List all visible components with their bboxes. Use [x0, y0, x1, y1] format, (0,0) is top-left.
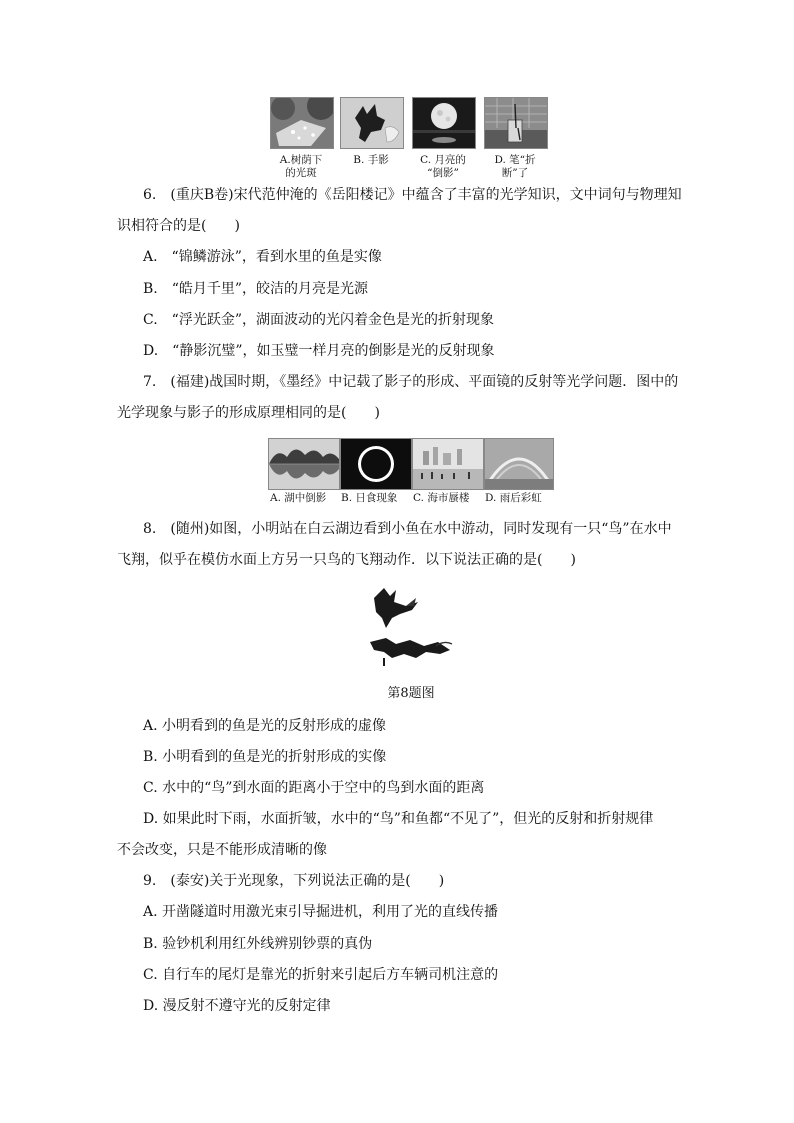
q6-stem-line1: 6. (重庆B卷)宋代范仲淹的《岳阳楼记》中蕴含了丰富的光学知识，文中词句与物理知 [143, 187, 682, 203]
q9-stem: 9. (泰安)关于光现象，下列说法正确的是( ) [143, 873, 445, 889]
q7-caption-c: C. 海市蜃楼 [413, 492, 470, 504]
q8-figure-caption: 第8题图 [387, 686, 435, 701]
bird-reflection-drawing [370, 638, 452, 666]
q9-option-d[interactable]: D. 漫反射不遵守光的反射定律 [143, 998, 331, 1014]
q8-option-d-line2: 不会改变，只是不能形成清晰的像 [117, 842, 327, 858]
q8-option-b[interactable]: B. 小明看到的鱼是光的折射形成的实像 [143, 749, 387, 765]
caption-d: D. 笔“折 断”了 [494, 154, 536, 179]
tree-shade-photo [270, 97, 334, 149]
rainbow-photo [484, 438, 554, 490]
caption-c: C. 月亮的 “倒影” [420, 154, 466, 179]
caption-b: B. 手影 [353, 154, 389, 166]
q9-option-b[interactable]: B. 验钞机利用红外线辨别钞票的真伪 [143, 936, 373, 952]
q7-stem-line2: 光学现象与影子的形成原理相同的是( ) [117, 405, 380, 421]
q8-option-d[interactable]: D. 如果此时下雨，水面折皱，水中的“鸟”和鱼都“不见了”，但光的反射和折射规律 [143, 811, 654, 827]
q7-caption-d: D. 雨后彩虹 [485, 492, 542, 504]
q7-caption-b: B. 日食现象 [341, 492, 398, 504]
q6-option-d[interactable]: D. “静影沉璧”，如玉璧一样月亮的倒影是光的反射现象 [143, 343, 495, 359]
q8-stem-line2: 飞翔，似乎在模仿水面上方另一只鸟的飞翔动作．以下说法正确的是( ) [117, 552, 576, 568]
lake-reflection-photo [268, 438, 340, 490]
moon-reflection-photo [412, 97, 476, 149]
q8-option-c[interactable]: C. 水中的“鸟”到水面的距离小于空中的鸟到水面的距离 [143, 780, 485, 796]
q8-option-a[interactable]: A. 小明看到的鱼是光的反射形成的虚像 [143, 718, 387, 734]
q8-stem-line1: 8. (随州)如图，小明站在白云湖边看到小鱼在水中游动，同时发现有一只“鸟”在水中 [143, 521, 672, 537]
hand-shadow-photo [340, 97, 404, 149]
q6-stem-line2: 识相符合的是( ) [117, 218, 240, 234]
q9-option-a[interactable]: A. 开凿隧道时用激光束引导掘进机，利用了光的直线传播 [143, 904, 499, 920]
q7-caption-a: A. 湖中倒影 [270, 492, 327, 504]
q9-option-c[interactable]: C. 自行车的尾灯是靠光的折射来引起后方车辆司机注意的 [143, 967, 499, 983]
q6-option-a[interactable]: A. “锦鳞游泳”，看到水里的鱼是实像 [143, 249, 382, 265]
caption-a: A.树荫下 的光斑 [279, 154, 323, 179]
q6-option-c[interactable]: C. “浮光跃金”，湖面波动的光闪着金色是光的折射现象 [143, 312, 494, 328]
solar-eclipse-photo [340, 438, 412, 490]
pen-in-glass-photo [484, 97, 548, 149]
mirage-photo [412, 438, 484, 490]
bird-and-reflection-figure [366, 584, 458, 672]
q7-stem-line1: 7. (福建)战国时期，《墨经》中记载了影子的形成、平面镜的反射等光学问题．图中的 [143, 374, 679, 390]
bird-drawing [374, 588, 418, 628]
q6-option-b[interactable]: B. “皓月千里”，皎洁的月亮是光源 [143, 281, 369, 297]
